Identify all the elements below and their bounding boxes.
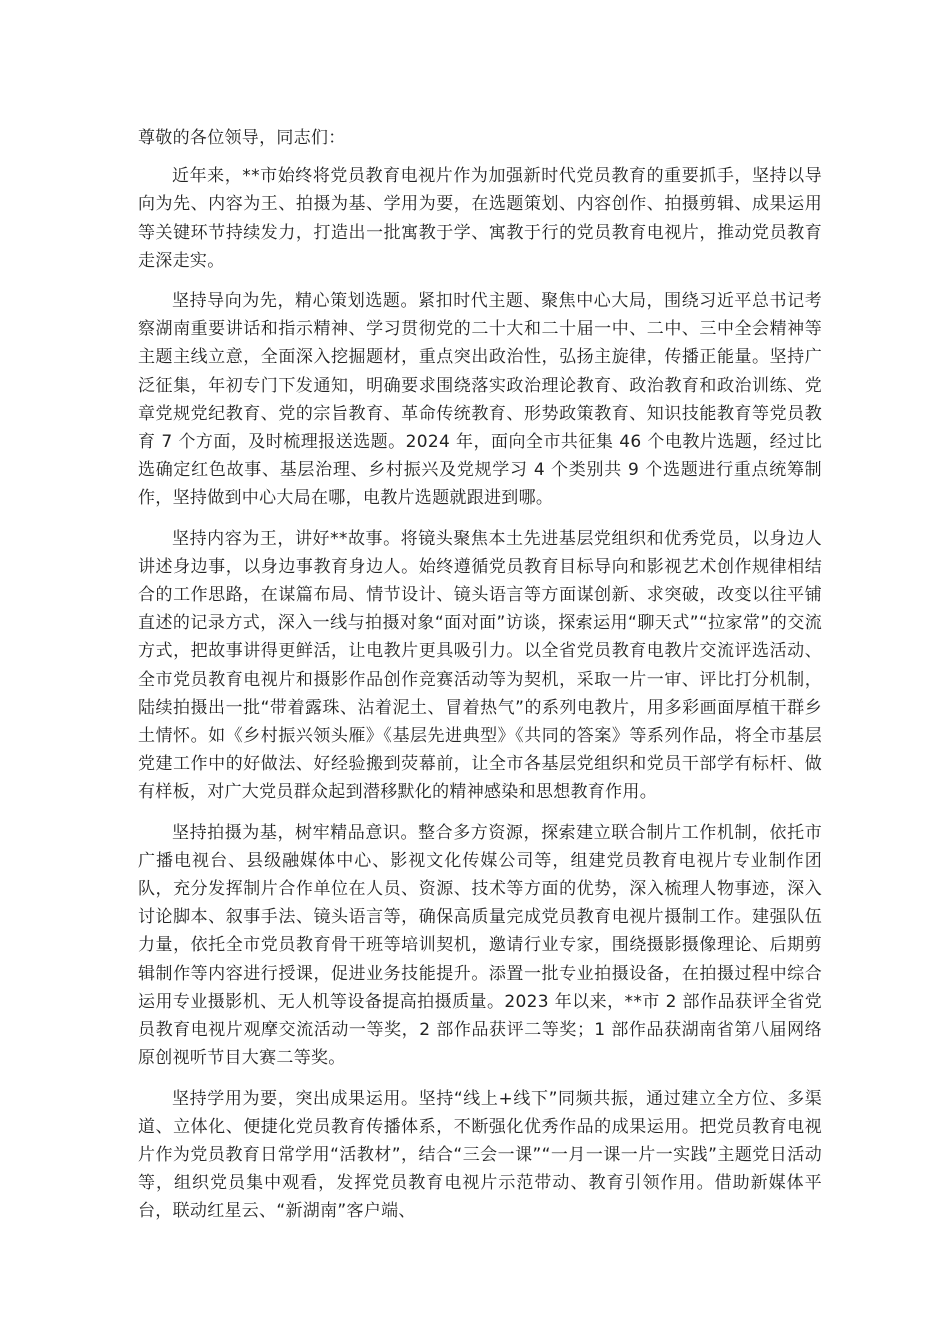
paragraph-content: 坚持内容为王，讲好**故事。将镜头聚焦本土先进基层党组织和优秀党员，以身边人讲述身边事，以身边事教育身边人。始终遵循党员教育目标导向和影视艺术创作规律相结合的工作思路，在谋篇布局、情节设计、镜头语言等方面谋创新、求突破，改变以往平铺直述的记录方式，深入一线与拍摄对象“面对面”访谈，探索运用“聊天式”“拉家常”的交流方式，把故事讲得更鲜活，让电教片更具吸引力。以全省党员教育电教片交流评选活动、全市党员教育电视片和摄影作品创作竞赛活动等为契机，采取一片一审、评比打分机制，陆续拍摄出一批“带着露珠、沾着泥土、冒着热气”的系列电教片，用多彩画面厚植干群乡土情怀。如《乡村振兴领头雁》《基层先进典型》《共同的答案》等系列作品，将全市基层党建工作中的好做法、好经验搬到荧幕前，让全市各基层党组织和党员干部学有标杆、做有样板，对广大党员群众起到潜移默化的精神感染和思想教育作用。	[138, 528, 822, 803]
paragraph-application: 坚持学用为要，突出成果运用。坚持“线上+线下”同频共振，通过建立全方位、多渠道、立体化、便捷化党员教育传播体系，不断强化优秀作品的成果运用。把党员教育电视片作为党员教育日常学用“活教材”，结合“三会一课”“一月一课一片一实践”主题党日活动等，组织党员集中观看，发挥党员教育电视片示范带动、教育引领作用。借助新媒体平台，联动红星云、“新湖南”客户端、	[138, 1088, 822, 1222]
document-body	[138, 124, 822, 1238]
paragraph-intro: 近年来，**市始终将党员教育电视片作为加强新时代党员教育的重要抓手，坚持以导向为先、内容为王、拍摄为基、学用为要，在选题策划、内容创作、拍摄剪辑、成果运用等关键环节持续发力，打造出一批寓教于学、寓教于行的党员教育电视片，推动党员教育走深走实。	[138, 166, 822, 271]
paragraph-filming: 坚持拍摄为基，树牢精品意识。整合多方资源，探索建立联合制片工作机制，依托市广播电视台、县级融媒体中心、影视文化传媒公司等，组建党员教育电视片专业制作团队，充分发挥制片合作单位在人员、资源、技术等方面的优势，深入梳理人物事迹，深入讨论脚本、叙事手法、镜头语言等，确保高质量完成党员教育电视片摄制工作。建强队伍力量，依托全市党员教育骨干班等培训契机，邀请行业专家，围绕摄影摄像理论、后期剪辑制作等内容进行授课，促进业务技能提升。添置一批专业拍摄设备，在拍摄过程中综合运用专业摄影机、无人机等设备提高拍摄质量。2023 年以来，**市 2 部作品获评全省党员教育电视片观摩交流活动一等奖，2 部作品获评二等奖；1 部作品获湖南省第八届网络原创视听节目大赛二等奖。	[138, 822, 822, 1069]
paragraph-guidance: 坚持导向为先，精心策划选题。紧扣时代主题、聚焦中心大局，围绕习近平总书记考察湖南重要讲话和指示精神、学习贯彻党的二十大和二十届一中、二中、三中全会精神等主题主线立意，全面深入挖掘题材，重点突出政治性，弘扬主旋律，传播正能量。坚持广泛征集，年初专门下发通知，明确要求围绕落实政治理论教育、政治教育和政治训练、党章党规党纪教育、党的宗旨教育、革命传统教育、形势政策教育、知识技能教育等党员教育 7 个方面，及时梳理报送选题。2024 年，面向全市共征集 46 个电教片选题，经过比选确定红色故事、基层治理、乡村振兴及党规学习 4 个类别共 9 个选题进行重点统筹制作，坚持做到中心大局在哪，电教片选题就跟进到哪。	[138, 291, 822, 509]
salutation: 尊敬的各位领导，同志们：	[138, 128, 346, 148]
